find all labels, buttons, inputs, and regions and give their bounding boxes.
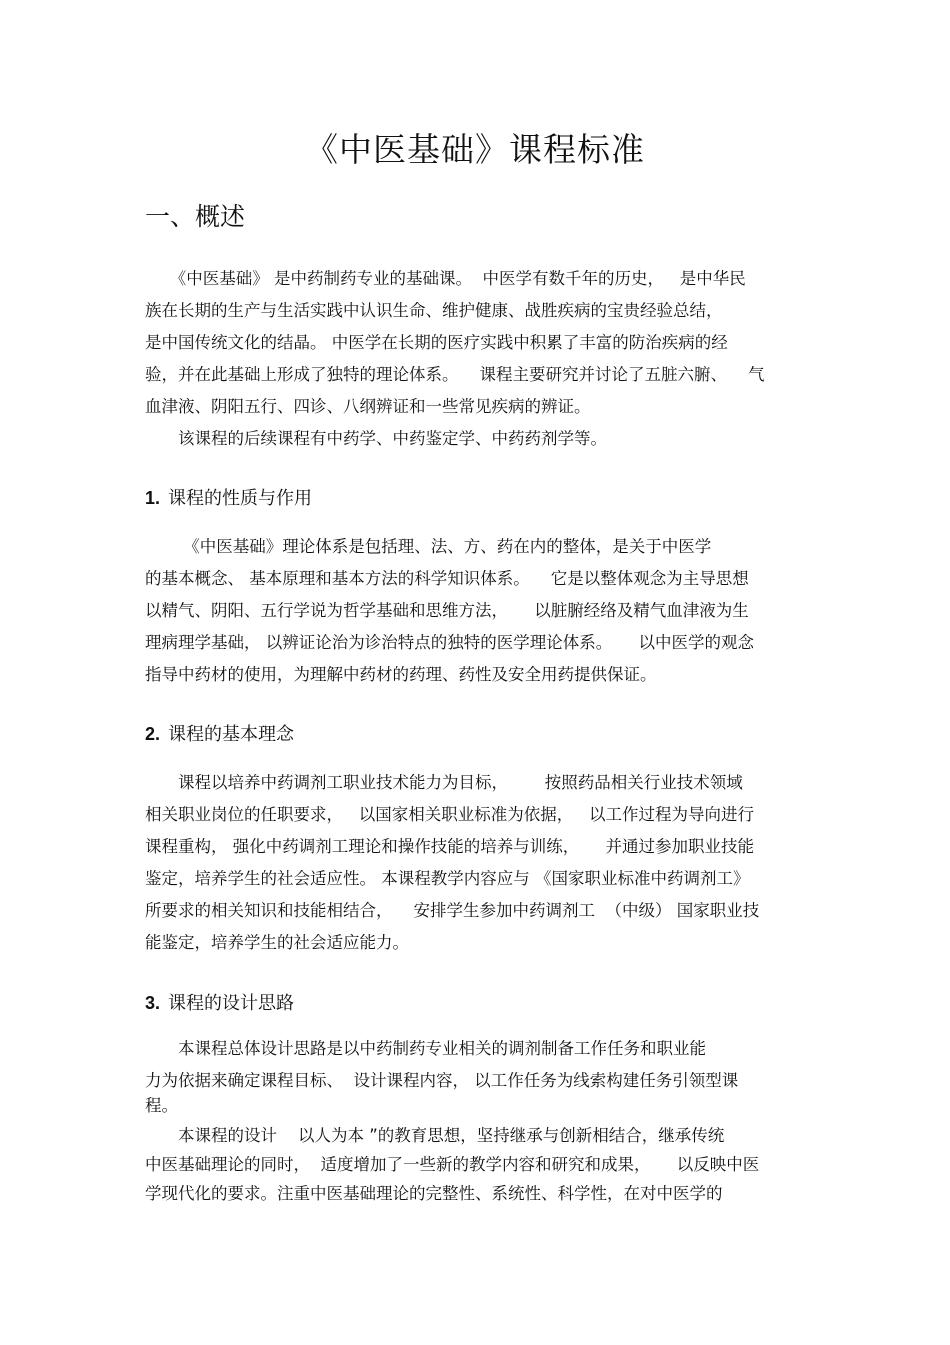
subsection-title: 课程的设计思路	[168, 993, 295, 1014]
paragraph-line: 本课程的设计 以人为本 ”的教育思想，坚持继承与创新相结合，继承传统	[145, 1126, 725, 1145]
paragraph-line: 验，并在此基础上形成了独特的理论体系。 课程主要研究并讨论了五脏六腑、 气	[145, 365, 765, 384]
paragraph-line: 本课程总体设计思路是以中药制药专业相关的调剂制备工作任务和职业能	[145, 1039, 706, 1058]
section-heading-overview: 一、概述	[145, 202, 246, 231]
subsection-title: 课程的基本理念	[168, 724, 295, 745]
paragraph-line: 中医基础理论的同时， 适度增加了一些新的教学内容和研究和成果， 以反映中医	[145, 1155, 760, 1174]
paragraph-line: 课程重构， 强化中药调剂工理论和操作技能的培养与训练， 并通过参加职业技能	[145, 837, 754, 856]
subsection-number: 1.	[145, 488, 161, 508]
paragraph-line: 《中医基础》理论体系是包括理、法、方、药在内的整体，是关于中医学	[145, 537, 712, 556]
paragraph-line: 是中国传统文化的结晶。 中医学在长期的医疗实践中积累了丰富的防治疾病的经	[145, 333, 728, 352]
subsection-heading-nature	[145, 484, 312, 510]
paragraph-line: 理病理学基础， 以辨证论治为诊治特点的独特的医学理论体系。 以中医学的观念	[145, 633, 754, 652]
paragraph-line: 课程以培养中药调剂工职业技术能力为目标， 按照药品相关行业技术领域	[145, 773, 743, 792]
paragraph-line: 力为依据来确定课程目标、 设计课程内容， 以工作任务为线索构建任务引领型课	[145, 1071, 739, 1090]
paragraph-line: 的基本概念、 基本原理和基本方法的科学知识体系。 它是以整体观念为主导思想	[145, 569, 749, 588]
paragraph-line: 所要求的相关知识和技能相结合， 安排学生参加中药调剂工 （中级） 国家职业技	[145, 901, 760, 920]
paragraph-line: 程。	[145, 1096, 178, 1115]
subsection-heading-philosophy	[145, 720, 294, 746]
subsection-number: 3.	[145, 993, 161, 1013]
paragraph-line: 《中医基础》 是中药制药专业的基础课。 中医学有数千年的历史， 是中华民	[145, 269, 746, 288]
paragraph-line: 血津液、阴阳五行、四诊、八纲辨证和一些常见疾病的辨证。	[145, 397, 591, 416]
paragraph-line: 族在长期的生产与生活实践中认识生命、维护健康、战胜疾病的宝贵经验总结，	[145, 301, 723, 320]
page-title: 《中医基础》课程标准	[305, 130, 645, 169]
paragraph-line: 能鉴定，培养学生的社会适应能力。	[145, 933, 409, 952]
subsection-title: 课程的性质与作用	[168, 488, 313, 509]
subsection-number: 2.	[145, 724, 161, 744]
paragraph-line: 相关职业岗位的任职要求， 以国家相关职业标准为依据， 以工作过程为导向进行	[145, 805, 754, 824]
paragraph-line: 学现代化的要求。注重中医基础理论的完整性、系统性、科学性，在对中医学的	[145, 1184, 723, 1203]
paragraph-line: 以精气、阴阳、五行学说为哲学基础和思维方法， 以脏腑经络及精气血津液为生	[145, 601, 749, 620]
paragraph-line: 指导中药材的使用，为理解中药材的药理、药性及安全用药提供保证。	[145, 665, 657, 684]
subsection-heading-design	[145, 989, 294, 1015]
paragraph-line: 鉴定，培养学生的社会适应性。 本课程教学内容应与 《国家职业标准中药调剂工》	[145, 869, 750, 888]
paragraph-line: 该课程的后续课程有中药学、中药鉴定学、中药药剂学等。	[145, 429, 607, 448]
